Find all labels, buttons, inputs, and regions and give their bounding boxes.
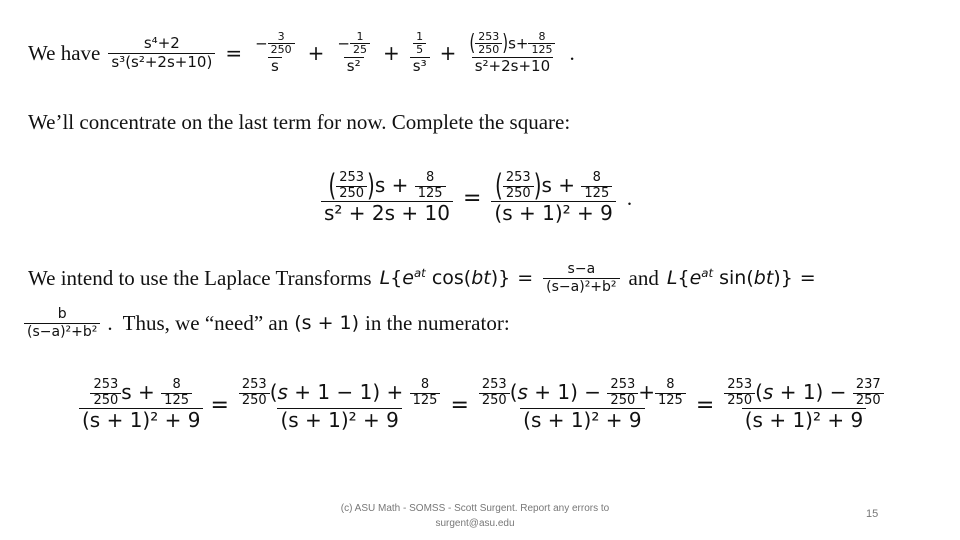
equals-sign: = [695, 392, 715, 418]
equation-complete-square [318, 163, 632, 233]
plus-sign: + [383, 41, 400, 65]
line1-prefix: We have [28, 40, 101, 65]
plus-sign: + [307, 41, 325, 65]
equals-sign: = [210, 392, 229, 418]
line5-text: Thus, we “need” an [122, 310, 289, 335]
numerator: ( $\frac{253}{250}$ )s+ $\frac{8}{125}$ [466, 31, 558, 57]
denominator: s² [344, 57, 364, 75]
denominator: (s−a)²+b² [543, 278, 619, 295]
fraction-term4 [466, 31, 558, 76]
denominator: (s + 1)² + 9 [520, 408, 644, 432]
chain-fraction-4 [721, 378, 886, 433]
fraction-cos [543, 261, 619, 294]
fraction-left [321, 166, 453, 226]
chain-fraction-2 [236, 378, 444, 433]
denominator: s [268, 57, 282, 75]
equation-chain [76, 370, 890, 440]
instruction-complete-square [28, 110, 570, 135]
denominator: (s + 1)² + 9 [79, 408, 203, 432]
plus-sign: + [439, 41, 457, 65]
denominator: (s−a)²+b² [24, 323, 100, 340]
numerator: $\frac{253}{250}$ (s + 1 − 1) + $\frac{8}{125}$ [236, 378, 444, 409]
numerator: s⁴+2 [143, 34, 180, 53]
numerator: − $\frac{1}{25}$ [334, 31, 373, 57]
fraction-sin [24, 306, 100, 339]
line2-text: We’ll concentrate on the last term for now. Complete the square: [28, 110, 571, 134]
numerator: s−a [567, 261, 596, 278]
fraction-lhs [108, 35, 215, 71]
period: . [569, 40, 575, 65]
numerator: b [57, 306, 67, 323]
equation-partial-fractions [28, 22, 575, 84]
footer-line1: (c) ASU Math - SOMSS - Scott Surgent. Report any errors to [340, 503, 610, 514]
chain-fraction-3 [476, 378, 689, 433]
line5-suffix: in the numerator: [365, 310, 510, 335]
and-word: and [628, 265, 659, 290]
denominator: s² + 2s + 10 [321, 201, 453, 225]
line4-prefix: We intend to use the Laplace Transforms [28, 265, 372, 290]
numerator: − $\frac{3}{250}$ [252, 31, 298, 57]
laplace-transforms-line [28, 254, 823, 302]
page-number: 15 [866, 508, 879, 520]
laplace-sin: $L\{e^{at}$ sin(bt)} [666, 265, 793, 289]
fraction-term2 [334, 31, 373, 76]
equals-sign: = [517, 267, 534, 289]
need-numerator-line [24, 298, 510, 348]
denominator: s³ [410, 57, 430, 75]
numerator: $\frac{253}{250}$ (s + 1) − $\frac{237}{250}$ [721, 378, 886, 409]
footer-credit [310, 502, 640, 531]
denominator: (s + 1)² + 9 [742, 408, 866, 432]
chain-fraction-1 [79, 378, 203, 433]
numerator: $\frac{253}{250}$ s + $\frac{8}{125}$ [87, 378, 195, 409]
period: . [107, 310, 113, 335]
denominator: s³(s²+2s+10) [108, 53, 215, 71]
denominator: (s + 1)² + 9 [277, 408, 401, 432]
equals-sign: = [462, 185, 482, 211]
laplace-cos: $L\{e^{at}$ cos(bt)} [379, 265, 511, 289]
fraction-term1 [252, 31, 298, 76]
numerator: ( $\frac{253}{250}$ )s + $\frac{8}{125}$ [325, 171, 448, 202]
fraction-right [491, 166, 615, 226]
numerator: $\frac{1}{5}$ [410, 31, 429, 57]
fraction-term3 [410, 31, 430, 76]
footer-line2: surgent@asu.edu [435, 517, 515, 529]
equals-sign: = [450, 392, 469, 418]
equals-sign: = [799, 267, 816, 289]
denominator: (s + 1)² + 9 [491, 201, 615, 225]
numerator: ( $\frac{253}{250}$ )s + $\frac{8}{125}$ [492, 171, 615, 202]
period: . [626, 185, 633, 210]
denominator: s²+2s+10 [472, 57, 553, 75]
numerator: $\frac{253}{250}$ (s + 1) − $\frac{253}{250}$ + $\frac{8}{125}$ [476, 378, 689, 409]
equals-sign: = [225, 41, 243, 65]
s-plus-1: (s + 1) [294, 312, 360, 334]
